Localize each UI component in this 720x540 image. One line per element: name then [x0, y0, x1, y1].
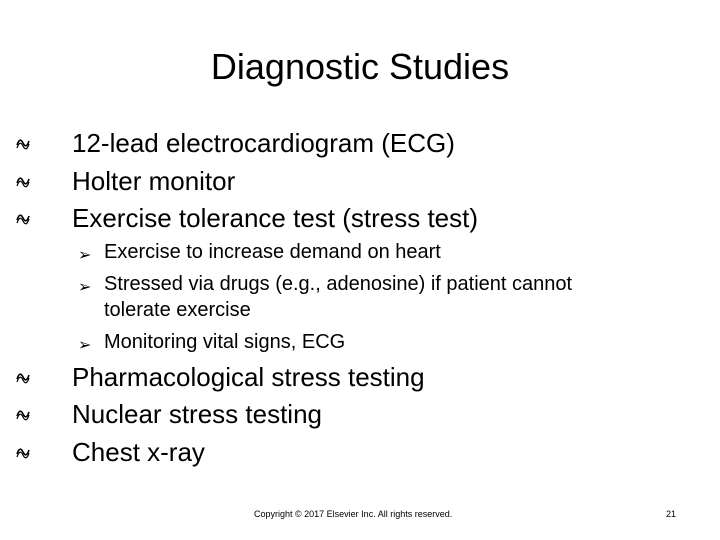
- bullet-icon: [16, 445, 30, 459]
- bullet-item: [72, 166, 235, 196]
- slide-title: Diagnostic Studies: [210, 46, 510, 87]
- bullet-text: Holter monitor: [72, 166, 236, 196]
- arrow-bullet-icon: ➢: [78, 279, 92, 296]
- sub-bullet-text: Exercise to increase demand on heart: [104, 241, 441, 263]
- sub-bullet-text: Monitoring vital signs, ECG: [104, 331, 346, 353]
- copyright-notice: Copyright © 2017 Elsevier Inc. All rights reserved.: [254, 509, 453, 519]
- sub-bullet-item: [78, 273, 573, 296]
- bullet-text: Chest x-ray: [72, 437, 205, 467]
- bullet-item: [72, 399, 322, 429]
- bullet-item: [72, 203, 478, 233]
- page-number: 21: [666, 509, 677, 519]
- bullet-item: [72, 362, 425, 392]
- bullet-item: [72, 128, 455, 158]
- bullet-text: Nuclear stress testing: [72, 399, 322, 429]
- bullet-icon: [16, 407, 30, 421]
- sub-bullet-item: [78, 241, 441, 264]
- sub-bullet-text: tolerate exercise: [104, 299, 251, 321]
- bullet-item: [72, 437, 205, 467]
- arrow-bullet-icon: ➢: [78, 337, 92, 354]
- bullet-icon: [16, 136, 30, 150]
- bullet-text: Exercise tolerance test (stress test): [72, 203, 479, 233]
- bullet-text: 12-lead electrocardiogram (ECG): [72, 128, 455, 158]
- arrow-bullet-icon: ➢: [78, 247, 92, 264]
- bullet-icon: [16, 370, 30, 384]
- sub-bullet-text: Stressed via drugs (e.g., adenosine) if patient cannot: [104, 273, 573, 295]
- sub-bullet-item: [78, 331, 346, 354]
- bullet-text: Pharmacological stress testing: [72, 362, 425, 392]
- bullet-icon: [16, 174, 30, 188]
- bullet-icon: [16, 211, 30, 225]
- sub-bullet-continuation: [104, 299, 251, 322]
